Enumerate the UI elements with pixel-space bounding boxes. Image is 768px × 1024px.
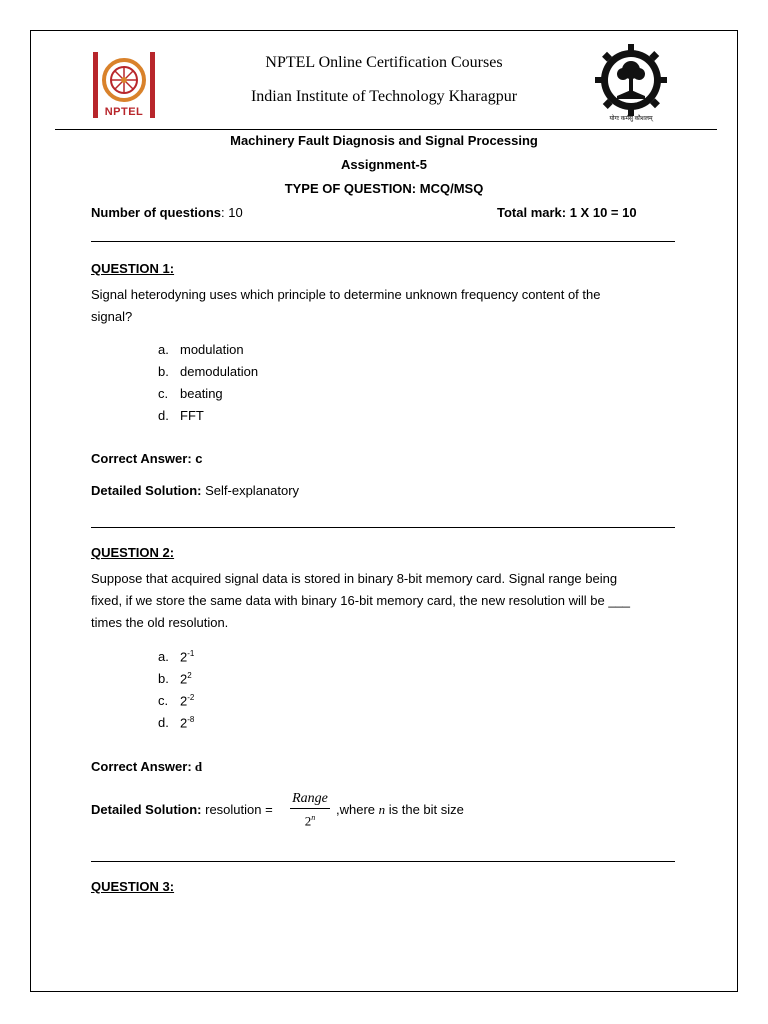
option-exponent: -1 xyxy=(187,649,195,658)
solution-label: Detailed Solution: xyxy=(91,483,202,498)
q2-correct-answer xyxy=(91,759,202,775)
total-marks: Total mark: 1 X 10 = 10 xyxy=(497,205,637,220)
option-exponent: -8 xyxy=(187,715,195,724)
q2-solution-tail xyxy=(336,802,464,818)
q2-detailed-solution xyxy=(91,802,273,817)
solution-suffix: is the bit size xyxy=(385,802,464,817)
option-label: d. xyxy=(158,408,169,423)
option-label: c. xyxy=(158,693,169,709)
header-line-1: NPTEL Online Certification Courses xyxy=(265,54,503,71)
answer-label: Correct Answer: xyxy=(91,451,192,466)
solution-value: Self-explanatory xyxy=(201,483,300,498)
q2-option-a xyxy=(158,649,194,664)
q3-heading: QUESTION 3: xyxy=(91,879,175,894)
separator-2 xyxy=(91,527,675,528)
q1-option-c xyxy=(158,386,223,401)
answer-label: Correct Answer: xyxy=(91,759,192,774)
num-questions-value: : 10 xyxy=(221,205,243,220)
header-rule xyxy=(55,129,717,130)
option-base: 2 xyxy=(180,693,188,709)
option-label: a. xyxy=(158,649,169,665)
iit-logo-caption: योगः कर्मसु कौशलम् xyxy=(609,116,653,122)
assignment-title: Assignment-5 xyxy=(341,157,427,172)
q2-text-line-3: times the old resolution. xyxy=(91,615,229,630)
option-label: d. xyxy=(158,715,169,731)
iit-kharagpur-logo xyxy=(593,44,669,124)
q2-text-line-1: Suppose that acquired signal data is stored in binary 8-bit memory card. Signal range being xyxy=(91,571,618,586)
q2-option-b xyxy=(158,671,192,686)
header-line-2: Indian Institute of Technology Kharagpur xyxy=(250,88,518,105)
iit-emblem-icon xyxy=(593,44,669,116)
option-label: a. xyxy=(158,342,169,357)
nptel-logo-text: NPTEL xyxy=(104,106,144,118)
fraction-bar xyxy=(290,808,330,809)
num-questions-label: Number of questions xyxy=(91,205,222,220)
option-exponent: -2 xyxy=(187,693,195,702)
resolution-fraction xyxy=(288,790,332,829)
q1-option-d xyxy=(158,408,204,423)
q1-text-line-1: Signal heterodyning uses which principle to determine unknown frequency content of the xyxy=(91,287,601,302)
separator-3 xyxy=(91,861,675,862)
q1-heading: QUESTION 1: xyxy=(91,261,175,276)
option-text: beating xyxy=(180,386,223,401)
q1-correct-answer xyxy=(91,451,203,466)
option-exponent: 2 xyxy=(187,671,192,680)
option-base: 2 xyxy=(180,715,188,731)
denominator-base: 2 xyxy=(304,813,312,829)
option-label: b. xyxy=(158,671,169,687)
denominator-exponent: n xyxy=(311,813,316,822)
q2-option-c xyxy=(158,693,194,708)
q1-text-line-2: signal? xyxy=(91,309,133,324)
option-label: b. xyxy=(158,364,169,379)
option-label: c. xyxy=(158,386,169,401)
option-text: FFT xyxy=(180,408,204,423)
solution-prefix: resolution = xyxy=(201,802,273,817)
number-of-questions xyxy=(91,205,243,220)
answer-value: c xyxy=(191,451,203,466)
course-title: Machinery Fault Diagnosis and Signal Processing xyxy=(230,133,538,148)
option-text: demodulation xyxy=(180,364,259,379)
separator-1 xyxy=(91,241,675,242)
fraction-denominator xyxy=(288,810,332,829)
q1-option-b xyxy=(158,364,258,379)
solution-mid: ,where xyxy=(336,802,379,817)
q2-option-d xyxy=(158,715,194,730)
option-base: 2 xyxy=(180,649,188,665)
option-base: 2 xyxy=(180,671,188,687)
answer-value: d xyxy=(191,759,203,774)
q1-option-a xyxy=(158,342,244,357)
q1-detailed-solution xyxy=(91,483,299,498)
q2-heading: QUESTION 2: xyxy=(91,545,175,560)
option-text: modulation xyxy=(180,342,244,357)
q2-text-line-2: fixed, if we store the same data with binary 16-bit memory card, the new resolution will be ___ xyxy=(91,593,631,608)
solution-label: Detailed Solution: xyxy=(91,802,202,817)
question-type: TYPE OF QUESTION: MCQ/MSQ xyxy=(284,181,484,196)
solution-variable: n xyxy=(378,802,386,817)
fraction-numerator: Range xyxy=(292,791,328,806)
page-border xyxy=(30,30,738,992)
